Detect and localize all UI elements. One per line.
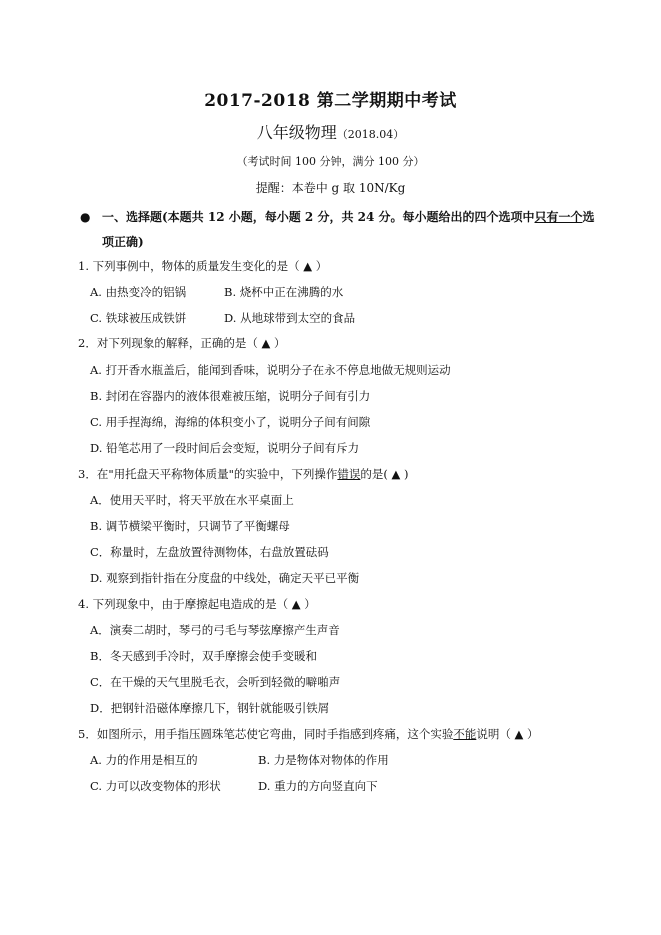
exam-subtitle (0, 120, 661, 143)
question-5-stem-underlined: 不能 (453, 727, 477, 741)
question-3-stem-underlined: 错误 (337, 467, 361, 481)
exam-info: （考试时间 100 分钟，满分 100 分） (236, 155, 425, 168)
question-2-option-a: A. 打开香水瓶盖后，能闻到香味，说明分子在永不停息地做无规则运动 (90, 363, 451, 377)
question-1-option-d: D. 从地球带到太空的食品 (224, 311, 356, 325)
question-5-stem-pre: 5．如图所示，用手指压圆珠笔芯使它弯曲，同时手指感到疼痛，这个实验 (78, 727, 454, 741)
question-2-stem: 2．对下列现象的解释，正确的是（ ▲ ） (78, 336, 286, 350)
section-text (102, 205, 600, 255)
question-5-stem (78, 726, 538, 742)
exam-date: （2018.04） (336, 128, 405, 141)
question-3-stem (78, 466, 409, 482)
question-4-option-a: A．演奏二胡时，琴弓的弓毛与琴弦摩擦产生声音 (90, 623, 340, 637)
question-1-option-a: A. 由热变冷的铝锅 (90, 285, 187, 299)
subject-label: 八年级物理 (256, 123, 337, 142)
question-3-stem-post: 的是( ▲ ) (360, 467, 409, 481)
bullet-icon: ● (80, 210, 91, 224)
question-5-option-b: B. 力是物体对物体的作用 (258, 753, 389, 767)
question-3-option-a: A．使用天平时，将天平放在水平桌面上 (90, 493, 294, 507)
question-1-option-c: C. 铁球被压成铁饼 (90, 311, 187, 325)
section-text-post: 选项正确) (102, 210, 595, 249)
question-3-option-d: D. 观察到指针指在分度盘的中线处，确定天平已平衡 (90, 571, 360, 585)
exam-title: 2017-2018 第二学期期中考试 (204, 91, 457, 111)
question-2-option-b: B. 封闭在容器内的液体很难被压缩，说明分子间有引力 (90, 389, 371, 403)
question-3-stem-pre: 3．在"用托盘天平称物体质量"的实验中，下列操作 (78, 467, 338, 481)
question-3-option-b: B. 调节横梁平衡时，只调节了平衡螺母 (90, 519, 290, 533)
question-4-option-d: D．把钢针沿磁体摩擦几下，钢针就能吸引铁屑 (90, 701, 330, 715)
question-1-stem: 1. 下列事例中，物体的质量发生变化的是（ ▲ ） (78, 259, 328, 273)
section-text-underlined: 只有一个 (534, 210, 583, 224)
question-4-stem: 4. 下列现象中，由于摩擦起电造成的是（ ▲ ） (78, 597, 316, 611)
question-3-option-c: C．称量时，左盘放置待测物体，右盘放置砝码 (90, 545, 329, 559)
question-5-option-d: D. 重力的方向竖直向下 (258, 779, 378, 793)
question-2-option-c: C. 用手捏海绵，海绵的体积变小了，说明分子间有间隙 (90, 415, 371, 429)
question-5-stem-post: 说明（ ▲ ） (476, 727, 539, 741)
section-text-pre: 一、选择题(本题共 12 小题，每小题 2 分，共 24 分。每小题给出的四个选项中 (102, 210, 535, 224)
reminder: 提醒：本卷中 g 取 10N/Kg (255, 181, 406, 195)
question-4-option-b: B．冬天感到手冷时，双手摩擦会使手变暖和 (90, 649, 317, 663)
question-2-option-d: D. 铅笔芯用了一段时间后会变短，说明分子间有斥力 (90, 441, 360, 455)
section-heading (80, 205, 600, 255)
question-5-option-c: C. 力可以改变物体的形状 (90, 779, 221, 793)
question-5-option-a: A. 力的作用是相互的 (90, 753, 198, 767)
question-1-option-b: B. 烧杯中正在沸腾的水 (224, 285, 344, 299)
question-4-option-c: C．在干燥的天气里脱毛衣，会听到轻微的噼啪声 (90, 675, 341, 689)
